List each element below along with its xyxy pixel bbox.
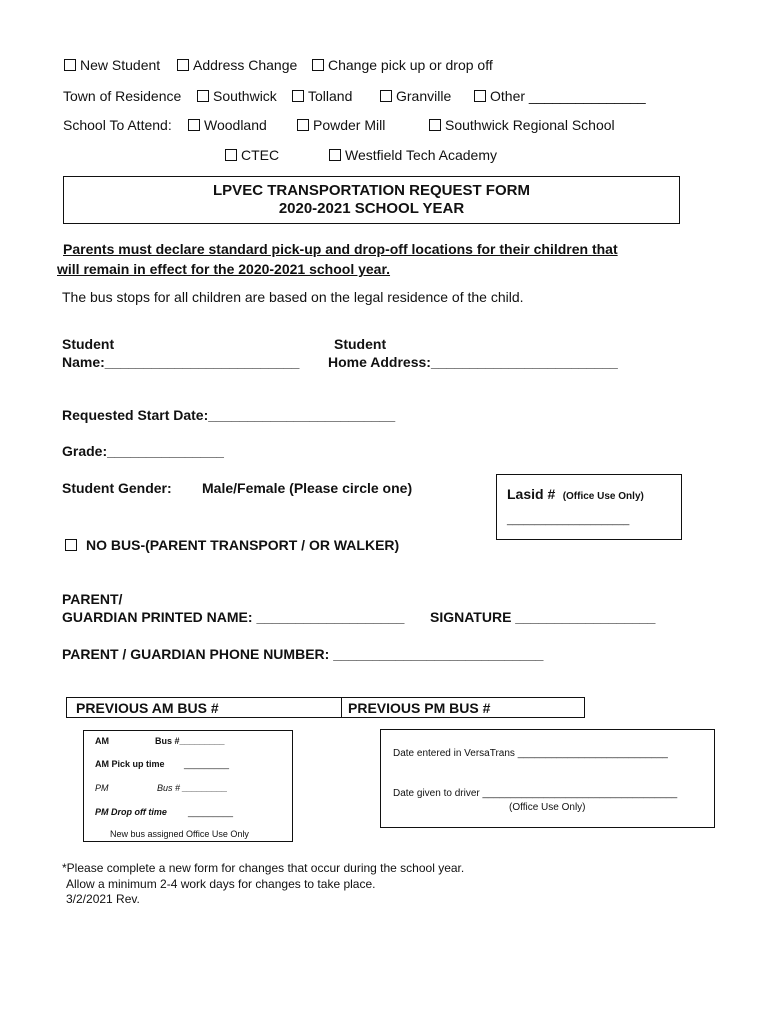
new-bus-footer: New bus assigned Office Use Only	[110, 829, 249, 839]
southwick-checkbox[interactable]	[197, 90, 209, 102]
gender-options[interactable]: Male/Female (Please circle one)	[202, 480, 413, 496]
change-pickup-option[interactable]	[312, 57, 493, 73]
new-bus-box	[83, 730, 293, 842]
address-change-checkbox[interactable]	[177, 59, 189, 71]
lasid-label: Lasid #	[507, 486, 556, 502]
gender-label: Student Gender:	[62, 480, 172, 496]
granville-label: Granville	[396, 88, 452, 104]
granville-option[interactable]	[380, 88, 451, 104]
new-student-option[interactable]	[64, 57, 160, 73]
tolland-option[interactable]	[292, 88, 352, 104]
other-option[interactable]	[474, 88, 646, 104]
previous-pm-label: PREVIOUS PM BUS #	[348, 700, 491, 716]
signature-field[interactable]: SIGNATURE __________________	[430, 609, 656, 625]
address-change-option[interactable]	[177, 57, 297, 73]
bus-stops-note: The bus stops for all children are based on the legal residence of the child.	[62, 289, 524, 305]
town-label: Town of Residence	[63, 88, 182, 104]
pm-bus-field[interactable]: Bus # _________	[157, 783, 228, 793]
granville-checkbox[interactable]	[380, 90, 392, 102]
new-student-checkbox[interactable]	[64, 59, 76, 71]
driver-field[interactable]: Date given to driver ___________________________________	[393, 788, 678, 799]
footer-line-1: *Please complete a new form for changes that occur during the school year.	[62, 861, 465, 875]
previous-pm-cell	[341, 697, 585, 718]
form-title-box	[63, 176, 680, 224]
westfield-option[interactable]	[329, 147, 497, 163]
previous-am-cell	[66, 697, 342, 718]
powder-mill-option[interactable]	[297, 117, 385, 133]
revision-date: 3/2/2021 Rev.	[66, 892, 140, 906]
lasid-field[interactable]: ______________________	[507, 515, 630, 526]
westfield-checkbox[interactable]	[329, 149, 341, 161]
no-bus-checkbox[interactable]	[65, 539, 77, 551]
other-checkbox[interactable]	[474, 90, 486, 102]
powder-mill-checkbox[interactable]	[297, 119, 309, 131]
change-pickup-checkbox[interactable]	[312, 59, 324, 71]
home-address-field[interactable]: Home Address:________________________	[328, 354, 618, 370]
phone-field[interactable]: PARENT / GUARDIAN PHONE NUMBER: ___________________________	[62, 646, 544, 662]
no-bus-option[interactable]	[65, 537, 399, 553]
ctec-label: CTEC	[241, 147, 280, 163]
ctec-checkbox[interactable]	[225, 149, 237, 161]
southwick-option[interactable]	[197, 88, 277, 104]
form-title: LPVEC TRANSPORTATION REQUEST FORM	[213, 182, 530, 199]
am-pickup-label: AM Pick up time	[95, 759, 165, 769]
change-pickup-label: Change pick up or drop off	[328, 57, 493, 73]
woodland-checkbox[interactable]	[188, 119, 200, 131]
powder-mill-label: Powder Mill	[313, 117, 386, 133]
woodland-label: Woodland	[204, 117, 267, 133]
pm-label: PM	[95, 783, 109, 793]
parent-label: PARENT/	[62, 591, 123, 607]
school-label: School To Attend:	[63, 117, 172, 133]
woodland-option[interactable]	[188, 117, 267, 133]
southwick-regional-checkbox[interactable]	[429, 119, 441, 131]
am-label: AM	[95, 736, 109, 746]
office-use-box	[380, 729, 715, 828]
other-label: Other _______________	[490, 88, 646, 104]
student-label: Student	[62, 336, 115, 352]
pm-drop-label: PM Drop off time	[95, 807, 167, 817]
southwick-label: Southwick	[213, 88, 277, 104]
student-name-field[interactable]: Name:_________________________	[62, 354, 300, 370]
southwick-regional-label: Southwick Regional School	[445, 117, 615, 133]
new-student-label: New Student	[80, 57, 161, 73]
no-bus-label: NO BUS-(PARENT TRANSPORT / OR WALKER)	[86, 537, 400, 553]
previous-am-label: PREVIOUS AM BUS #	[76, 700, 219, 716]
start-date-field[interactable]: Requested Start Date:________________________	[62, 407, 396, 423]
address-change-label: Address Change	[193, 57, 298, 73]
guardian-name-field[interactable]: GUARDIAN PRINTED NAME: ___________________	[62, 609, 405, 625]
am-bus-field[interactable]: Bus #_________	[155, 736, 225, 746]
pm-drop-field[interactable]: _________	[188, 807, 234, 817]
ctec-option[interactable]	[225, 147, 279, 163]
tolland-label: Tolland	[308, 88, 353, 104]
footer-line-2: Allow a minimum 2-4 work days for changes to take place.	[66, 877, 376, 891]
home-student-label: Student	[334, 336, 387, 352]
notice-line-2: will remain in effect for the 2020-2021 school year.	[57, 261, 391, 277]
versatrans-field[interactable]: Date entered in VersaTrans ___________________________	[393, 748, 668, 759]
school-year-title: 2020-2021 SCHOOL YEAR	[278, 200, 465, 217]
lasid-office-note: (Office Use Only)	[562, 491, 644, 502]
grade-field[interactable]: Grade:_______________	[62, 443, 224, 459]
lasid-box	[496, 474, 682, 540]
office-use-note: (Office Use Only)	[509, 802, 586, 813]
notice-line-1: Parents must declare standard pick-up and drop-off locations for their children that	[63, 241, 618, 257]
westfield-label: Westfield Tech Academy	[345, 147, 498, 163]
am-pickup-field[interactable]: _________	[184, 759, 230, 769]
tolland-checkbox[interactable]	[292, 90, 304, 102]
southwick-regional-option[interactable]	[429, 117, 615, 133]
